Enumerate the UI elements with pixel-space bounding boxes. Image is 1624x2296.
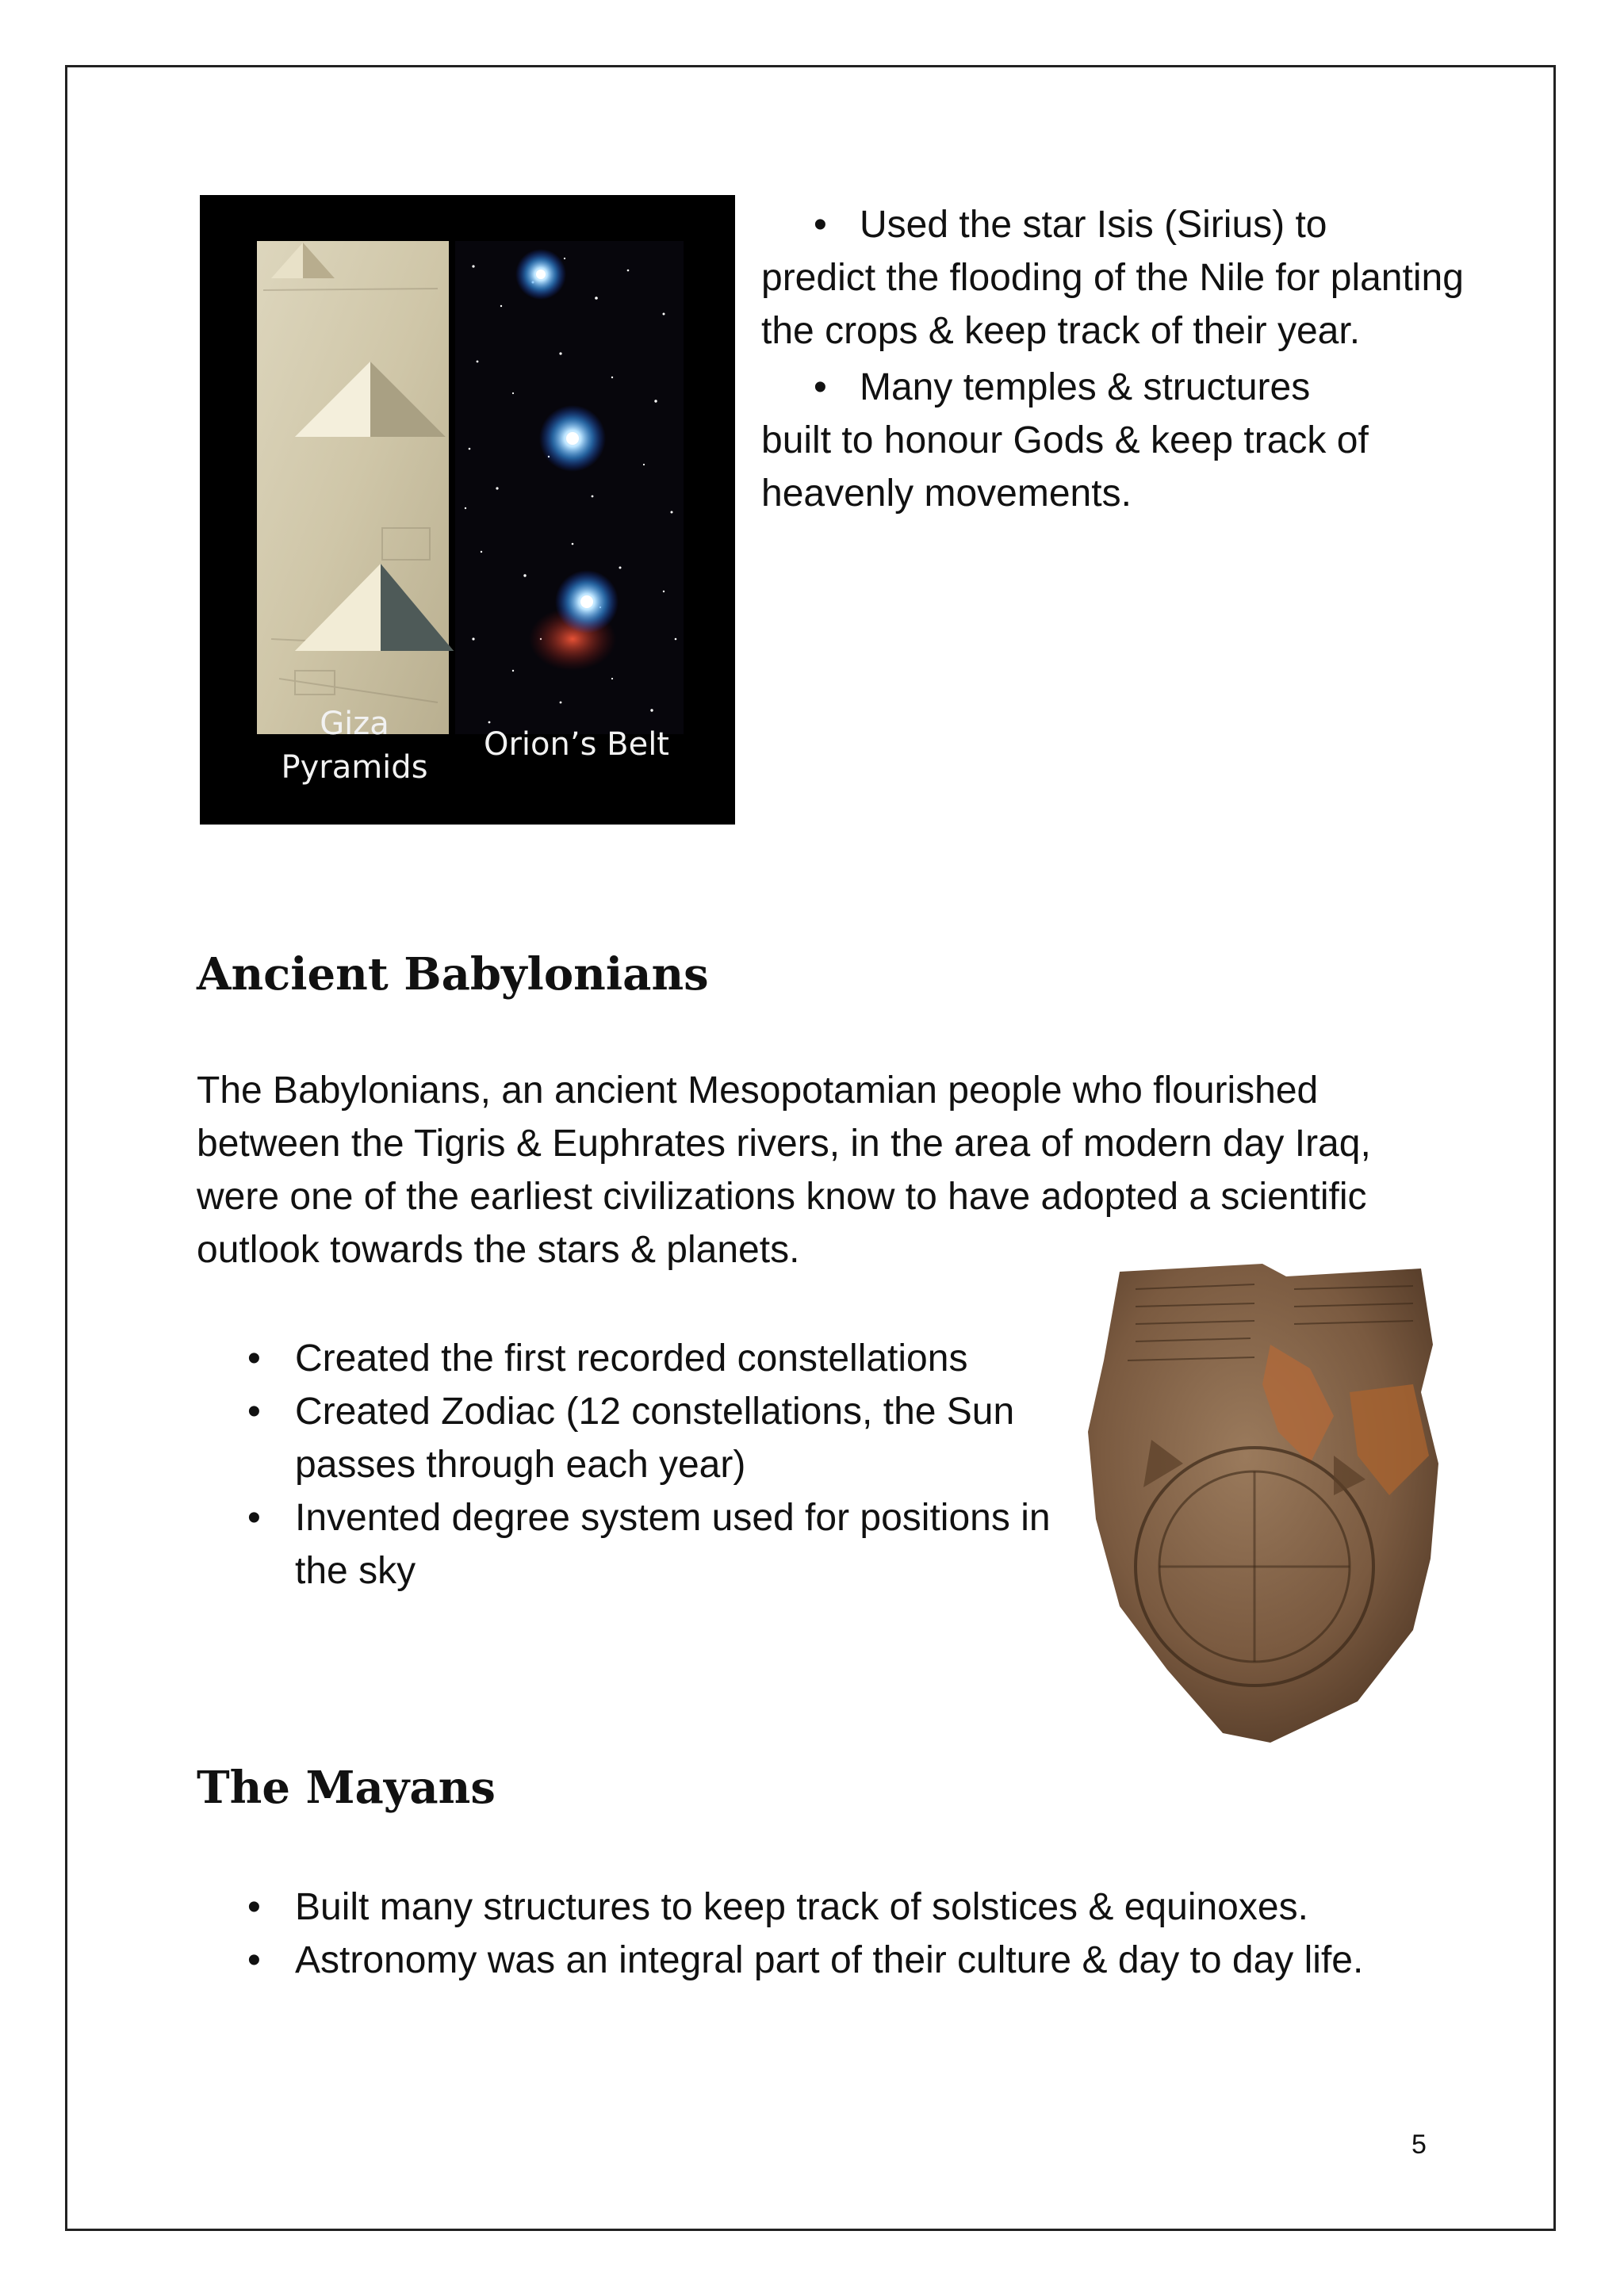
egypt-bullet-2-lead: Many temples & structures xyxy=(860,366,1311,408)
giza-pyramids-label xyxy=(255,702,454,790)
bullet-glyph: • xyxy=(814,204,827,246)
list-item xyxy=(197,1881,1465,1934)
page-number: 5 xyxy=(1411,2130,1427,2160)
egypt-bullet-1-rest: predict the flooding of the Nile for planting the crops & keep track of their year. xyxy=(761,257,1464,352)
egypt-bullets xyxy=(761,198,1507,520)
bullet-glyph: • xyxy=(247,1939,261,1981)
egypt-bullet-2 xyxy=(761,361,1507,414)
mayans-heading: The Mayans xyxy=(197,1762,496,1814)
egypt-bullet-1 xyxy=(761,198,1507,251)
giza-label-line2: Pyramids xyxy=(281,749,428,786)
egypt-bullet-1-lead: Used the star Isis (Sirius) to xyxy=(860,204,1327,246)
giza-orion-figure xyxy=(200,195,735,825)
egypt-bullet-2-rest: built to honour Gods & keep track of heavenly movements. xyxy=(761,419,1369,515)
babylonian-map-tablet-image xyxy=(1072,1257,1445,1749)
bullet-glyph: • xyxy=(814,366,827,408)
bullet-glyph: • xyxy=(247,1337,261,1380)
list-item-text: Created the first recorded constellations xyxy=(295,1337,968,1380)
list-item-text: Built many structures to keep track of solstices & equinoxes. xyxy=(295,1886,1308,1928)
babylonians-paragraph: The Babylonians, an ancient Mesopotamian people who flourished between the Tigris & Euphrates rivers, in the area of modern day Iraq, were one of the earliest civilizations know to have adopted a scientific outlook towards the stars & planets. xyxy=(197,1070,1371,1271)
babylonians-heading: Ancient Babylonians xyxy=(197,948,709,1001)
list-item xyxy=(197,1385,1085,1491)
orions-belt-label: Orion’s Belt xyxy=(484,726,669,763)
bullet-glyph: • xyxy=(247,1497,261,1539)
babylonians-bullet-list xyxy=(197,1332,1085,1598)
mayans-bullet-list xyxy=(197,1881,1465,1987)
clay-tablet-illustration xyxy=(1072,1257,1445,1749)
bullet-glyph: • xyxy=(247,1391,261,1433)
list-item xyxy=(197,1332,1085,1385)
list-item-text: Invented degree system used for positions in the sky xyxy=(295,1497,1051,1592)
giza-label-line1: Giza xyxy=(320,706,389,742)
list-item-text: Astronomy was an integral part of their culture & day to day life. xyxy=(295,1939,1364,1981)
list-item xyxy=(197,1491,1085,1598)
bullet-glyph: • xyxy=(247,1886,261,1928)
list-item-text: Created Zodiac (12 constellations, the Sun passes through each year) xyxy=(295,1391,1015,1486)
list-item xyxy=(197,1934,1465,1987)
